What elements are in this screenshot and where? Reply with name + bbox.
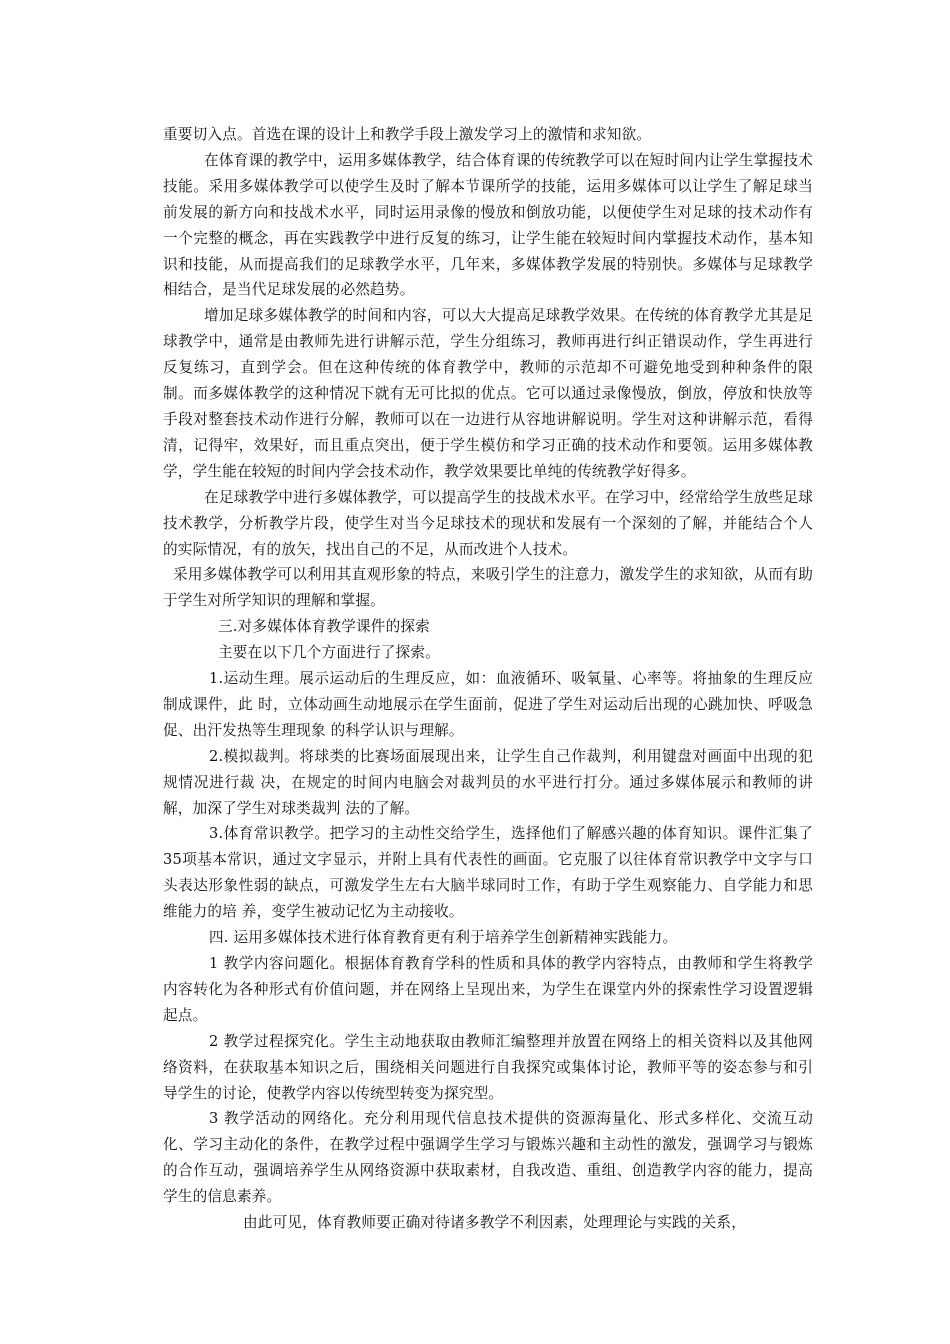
paragraph: 重要切入点。首选在课的设计上和教学手段上激发学习上的激情和求知欲。 [163,126,652,143]
list-item: 3.体育常识教学。把学习的主动性交给学生，选择他们了解感兴趣的体育知识。课件汇集了35项基本常识，通过文字显示，并附上具有代表性的画面。它克服了以往体育常识教学中文字与口 头表达形象性弱的缺点，可激发学生左右大脑半球同时工作，有助于学生观察能力、自学能力和思维能力的培 养，变学生被动记忆为主动接收。 [163,825,813,921]
section-heading: 四. 运用多媒体技术进行体育教育更有利于培养学生创新精神实践能力。 [209,929,678,947]
paragraph: 增加足球多媒体教学的时间和内容，可以大大提高足球教学效果。在传统的体育教学尤其是足球教学中，通常是由教师先进行讲解示范，学生分组练习，教师再进行纠正错误动作，学生再进行反复练习，直到学会。但在这种传统的体育教学中，教师的示范却不可避免地受到种种条件的限制。而多媒体教学的这种情况下就有无可比拟的优点。它可以通过录像慢放，倒放，停放和快放等手段对整套技术动作进行分解，教师可以在一边进行从容地讲解说明。学生对这种讲解示范，看得清，记得牢，效果好，而且重点突出，便于学生模仿和学习正确的技术动作和要领。运用多媒体教学，学生能在较短的时间内学会技术动作，教学效果要比单纯的传统教学好得多。 [163,307,813,480]
list-item: 3 教学活动的网络化。充分利用现代信息技术提供的资源海量化、形式多样化、交流互动化、学习主动化的条件，在教学过程中强调学生学习与锻炼兴趣和主动性的激发，强调学习与锻炼的合作互动，强调培养学生从网络资源中获取素材，自我改造、重组、创造教学内容的能力，提高学生的信息素养。 [163,1110,813,1206]
list-item: 1.运动生理。展示运动后的生理反应，如：血液循环、吸氧量、心率等。将抽象的生理反应制成课件，此 时，立体动画生动地展示在学生面前，促进了学生对运动后出现的心跳加快、呼吸急促、出汗发热等生理现象 的科学认识与理解。 [163,670,813,739]
paragraph: 在足球教学中进行多媒体教学，可以提高学生的技战术水平。在学习中，经常给学生放些足球技术教学，分析教学片段，使学生对当今足球技术的现状和发展有一个深刻的了解，并能结合个人的实际情况，有的放矢，找出自己的不足，从而改进个人技术。 [163,488,813,558]
list-item: 1 教学内容问题化。根据体育教育学科的性质和具体的教学内容特点，由教师和学生将教学内容转化为各种形式有价值问题，并在网络上呈现出来，为学生在课堂内外的探索性学习设置逻辑起点。 [163,955,813,1024]
paragraph: 由此可见，体育教师要正确对待诸多教学不利因素，处理理论与实践的关系， [243,1214,746,1232]
document-page [163,122,813,1236]
paragraph: 在体育课的教学中，运用多媒体教学，结合体育课的传统教学可以在短时间内让学生掌握技术技能。采用多媒体教学可以使学生及时了解本节课所学的技能，运用多媒体可以让学生了解足球当前发展的新方向和技战术水平，同时运用录像的慢放和倒放功能，以便使学生对足球的技术动作有一个完整的概念，再在实践教学中进行反复的练习，让学生能在较短时间内掌握技术动作，基本知识和技能，从而提高我们的足球教学水平，几年来，多媒体教学发展的特别快。多媒体与足球教学相结合，是当代足球发展的必然趋势。 [163,151,813,299]
paragraph: 主要在以下几个方面进行了探索。 [218,644,440,662]
list-item: 2.模拟裁判。将球类的比赛场面展现出来，让学生自己作裁判，利用键盘对画面中出现的犯规情况进行裁 决，在规定的时间内电脑会对裁判员的水平进行打分。通过多媒体展示和教师的讲解，加深了学生对球类裁判 法的了解。 [163,747,813,817]
list-item: 2 教学过程探究化。学生主动地获取由教师汇编整理并放置在网络上的相关资料以及其他网络资料，在获取基本知识之后，围绕相关问题进行自我探究或集体讨论，教师平等的姿态参与和引导学生的讨论，使教学内容以传统型转变为探究型。 [163,1032,813,1102]
section-heading: 三.对多媒体体育教学课件的探索 [218,618,430,636]
paragraph: 采用多媒体教学可以利用其直观形象的特点，来吸引学生的注意力，激发学生的求知欲，从而有助于学生对所学知识的理解和掌握。 [163,566,813,610]
